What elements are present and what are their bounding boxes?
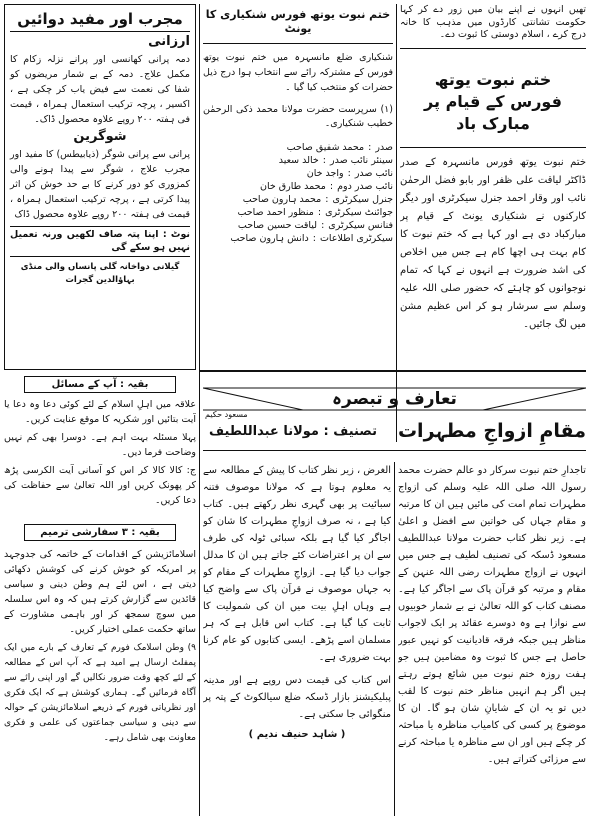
review-author-tag: مسعود حکیم — [205, 410, 248, 419]
officer-role: سیکرٹری اطلاعات — [319, 233, 393, 244]
review-banner — [203, 378, 586, 458]
advert-note: نوٹ : اپنا پتہ صاف لکھیں ورنہ تعمیل نہیں ہو سکے گی — [10, 226, 190, 257]
review-column-right — [398, 462, 586, 816]
left-column-middle — [4, 374, 196, 518]
officer-name: منظور احمد صاحب — [237, 207, 314, 218]
officer-role: جوائنٹ سیکرٹری — [325, 207, 393, 218]
officer-name: محمد ہارون صاحب — [242, 194, 322, 205]
officer-role: نائب صدر دوم — [337, 181, 393, 192]
product-name: ارزانی — [148, 34, 190, 49]
article-paragraph: ۹) وطن اسلامک فورم کے تعارف کے بارے میں ایک پمفلٹ ارسال ہے امید ہے کہ آپ اس کے مطالعہ کے لئے کچھ وقت ضرور نکالیں گے اور اپنی رائے سے آگاہ فرمائیں گے۔ ہماری کوشش ہے کہ ایک فکری اور نظریاتی فورم کے ذریعے اسلامائزیشن کے حوالہ سے دینی و سیاسی جماعتوں کی علمی و فکری معاونت بھی شامل رہے۔ — [4, 643, 196, 743]
advert-heading: مجرب اور مفید دوائیں — [10, 9, 190, 32]
officer-name: محمد طارق خان — [259, 181, 326, 192]
patron-line: (۱) سرپرست حضرت مولانا محمد ذکی الرحمٰن خطیب شنکیاری۔ — [203, 104, 393, 129]
officer-name: دانش ہارون صاحب — [230, 233, 309, 244]
divider — [203, 43, 393, 44]
right-column-top — [397, 4, 586, 442]
section-rule — [199, 370, 586, 372]
article-heading: ختم نبوت یوتھ فورس شنکیاری کا یونٹ — [205, 8, 391, 35]
column-rule — [394, 462, 395, 816]
article-paragraph: علاقہ میں اہلِ اسلام کے لئے کوئی دعا وہ دعا یا آیت بتائیں اور شکریہ کا موقع عنایت کریں۔ — [4, 399, 196, 425]
officer-name: محمد شفیق صاحب — [286, 142, 365, 153]
officer-row: جنرل سیکرٹری : محمد ہارون صاحب — [242, 194, 393, 205]
section-heading: بقیہ : ۳ سفارشی ترمیم — [24, 524, 176, 541]
advert-footer: گیلانی دواخانہ گلی پانساں والی منڈی بہاؤالدین گجرات — [20, 262, 180, 285]
article-paragraph: ج: کالا کالا کر اس کو آسانی آیت الکرسی پڑھ کر پھونک کریں اور اللہ تعالیٰ سے حفاظت کی دعا کریں۔ — [4, 465, 196, 506]
officer-row: جوائنٹ سیکرٹری : منظور احمد صاحب — [237, 207, 393, 218]
officer-role: جنرل سیکرٹری — [332, 194, 393, 205]
review-banner-title: تعارف و تبصرہ — [332, 389, 457, 409]
article-heading: ختم نبوت یوتھ فورس کے قیام پر مبارک باد — [424, 69, 562, 133]
product-name: شوگرین — [73, 129, 127, 144]
book-author: تصنیف : مولانا عبداللطیف — [209, 424, 377, 439]
officer-row: فنانس سیکرٹری : لیاقت حسین صاحب — [237, 220, 393, 231]
article-paragraph: تھیں انہوں نے اپنے بیان میں زور دے کر کہا حکومت تشانتی کارڈوں میں مذہب کا خانہ درج کرے ، اسلام دوستی کا ثبوت دے۔ — [400, 4, 586, 40]
article-paragraph: ختم نبوت یوتھ فورس مانسہرہ کے صدر ڈاکٹر لیاقت علی ظفر اور بابو فضل الرحمٰن نائب اور وقار احمد جنرل سیکرٹری اور دیگر کارکنوں نے شنکیاری یونٹ کے قیام پر مبارکباد دی ہے اور کہا ہے کہ ختم نبوت کا کام بہت ہی اچھا کام ہے جس میں اخلاص کی اشد ضرورت ہے انہوں نے کہا کہ تمام نوجوانوں کو چاہئے کہ حضور صلی اللہ علیہ وسلم سے سرشار ہو کر اس عظیم مشن میں لگ جائیں۔ — [400, 156, 586, 330]
left-column-bottom — [4, 522, 196, 816]
divider — [400, 48, 586, 49]
officer-row: نائب صدر دوم : محمد طارق خان — [259, 181, 393, 192]
officer-row: صدر : محمد شفیق صاحب — [286, 142, 393, 153]
officer-role: فنانس سیکرٹری — [328, 220, 393, 231]
article-paragraph: پہلا مسئلہ بہت اہم ہے۔ دوسرا بھی کم نہیں وضاحت فرما دیں۔ — [4, 432, 196, 458]
divider — [203, 450, 586, 451]
officer-name: واجد خان — [306, 168, 344, 179]
officer-role: نائب صدر — [354, 168, 393, 179]
review-signature: ( شاہد حنیف ندیم ) — [248, 729, 346, 740]
officer-name: خالد سعید — [278, 155, 319, 166]
review-paragraph: تاجدارِ ختم نبوت سرکار دو عالم حضرت محمد رسول اللہ صلی اللہ علیہ وسلم کی ازواج مطہرات تمام امت کی مائیں ہیں ان کا مرتبہ و مقام جہاں کی خواتین سے افضل و اعلیٰ ہے۔ زیر نظر کتاب حضرت مولانا عبداللطیف مسعود ڈسکہ کی تصنیف لطیف ہے جس میں انہوں نے ازواج مطہرات رضی اللہ عنہن کے مقام و مرتبہ کو قرآن پاک سے اجاگر کیا ہے۔ مصنف کتاب کو اللہ تعالیٰ نے بے شمار خوبیوں سے نوازا ہے وہ دوسرے عقائد پر ایک لاجواب مناظر ہیں جبکہ فرقہ قادیانیت کو نہیں عبور حاصل ہے جس کا ثبوت وہ مضامین ہیں جو ہفت روزہ ختم نبوت میں شائع ہوتے رہتے ہیں اگر ہم انہیں مناظر ختم نبوت کا لقب دیں تو یہ ان کے شایانِ شان ہو گا۔ ان کا موضوع پر کسی کی کامیاب مناظرہ یا مباحثہ کر چکے ہیں اور ان سے مناظرہ یا مباحثہ کرنے سے مرزائی کتراتے ہیں۔ — [398, 465, 586, 765]
review-column-left — [203, 462, 391, 816]
advert-box — [4, 4, 196, 370]
officer-row: سیکرٹری اطلاعات : دانش ہارون صاحب — [230, 233, 393, 244]
officer-role: سینئر نائب صدر — [330, 155, 393, 166]
article-intro: شنکیاری ضلع مانسہرہ میں ختم نبوت یوتھ فورس کے مشترکہ رائے سے انتخاب ہوا درج ذیل حضرات کو منتخب کیا گیا ۔ — [203, 52, 393, 93]
officer-row: نائب صدر : واجد خان — [306, 168, 393, 179]
column-rule — [199, 370, 200, 816]
article-paragraph: اسلامائزیشن کے اقدامات کے خاتمہ کی جدوجہد پر امریکہ کو خوش کرنے کی کوشش دکھائی دیتی ہے ، اس لئے ہم وطن دینی و سیاسی قائدین سے گزارش کرتے ہیں کہ وہ اس سلسلہ میں سوچ سمجھ کر اور باہمی مشاورت کے ساتھ حکمت عملی اختیار کریں۔ — [4, 549, 196, 635]
middle-column-top — [203, 4, 393, 372]
section-heading: بقیہ : آپ کے مسائل — [24, 376, 176, 393]
officers-list — [203, 141, 393, 245]
product-description: دمہ پرانی کھانسی اور پرانے نزلہ زکام کا مکمل علاج۔ دمہ کے بے شمار مریضوں کو شفا کی نعمت سے فیض یاب کر چکی ہے ، اکسیر ، پرچہ ترکیب استعمال ہمراہ ، قیمت فی ہفتہ ۲۰۰ روپے علاوہ محصول ڈاک۔ — [10, 54, 190, 125]
column-rule — [199, 4, 200, 372]
divider — [400, 147, 586, 148]
book-title: مقامِ ازواجِ مطہرات — [397, 420, 586, 442]
officer-name: لیاقت حسین صاحب — [237, 220, 318, 231]
officer-row: سینئر نائب صدر : خالد سعید — [278, 155, 393, 166]
officer-role: صدر — [375, 142, 393, 153]
column-rule — [396, 4, 397, 442]
product-description: پرانی سے پرانی شوگر (ذیابیطس) کا مفید اور مجرب علاج ، شوگر سے پیدا ہونے والی کمزوری کو دور کرنے کا بے حد خوش کن اثر پیدا کرتی ہے ، پرچہ ترکیب استعمال ہمراہ ، قیمت فی ہفتہ ۲۰۰ روپے علاوہ محصول ڈاک — [10, 149, 190, 220]
review-price: اس کتاب کی قیمت دس روپے ہے اور مدینہ پبلیکیشنز بازار ڈسکہ ضلع سیالکوٹ کے پتہ پر منگوائی جا سکتی ہے۔ — [203, 675, 391, 720]
review-paragraph: الغرض ، زیر نظر کتاب کا پیش کے مطالعہ سے یہ معلوم ہوتا ہے کہ مولانا موصوف فتنہ سبائیت پر بھی گہری نظر رکھتے ہیں۔ کتاب کیا ہے ، نہ صرف ازواجِ مطہرات کا شان کو اجاگر کیا گیا ہے بلکہ سبائی ٹولہ کی طرف سے ان پر اعتراضات کئے جاتے ہیں ان کا مدلل جواب دیا گیا ہے۔ ازواجِ مطہرات کے مقام کو بہ جہاں موصوف نے قرآن پاک سے واضح کیا ہے وہاں اہلِ بیت میں ان کی شمولیت کا ثابت کیا گیا ہے۔ کتاب اس قابل ہے کہ ہر مسلمان اسے پڑھے۔ ایسی کتابوں کو عام کرنا بہت ضروری ہے۔ — [203, 465, 391, 663]
